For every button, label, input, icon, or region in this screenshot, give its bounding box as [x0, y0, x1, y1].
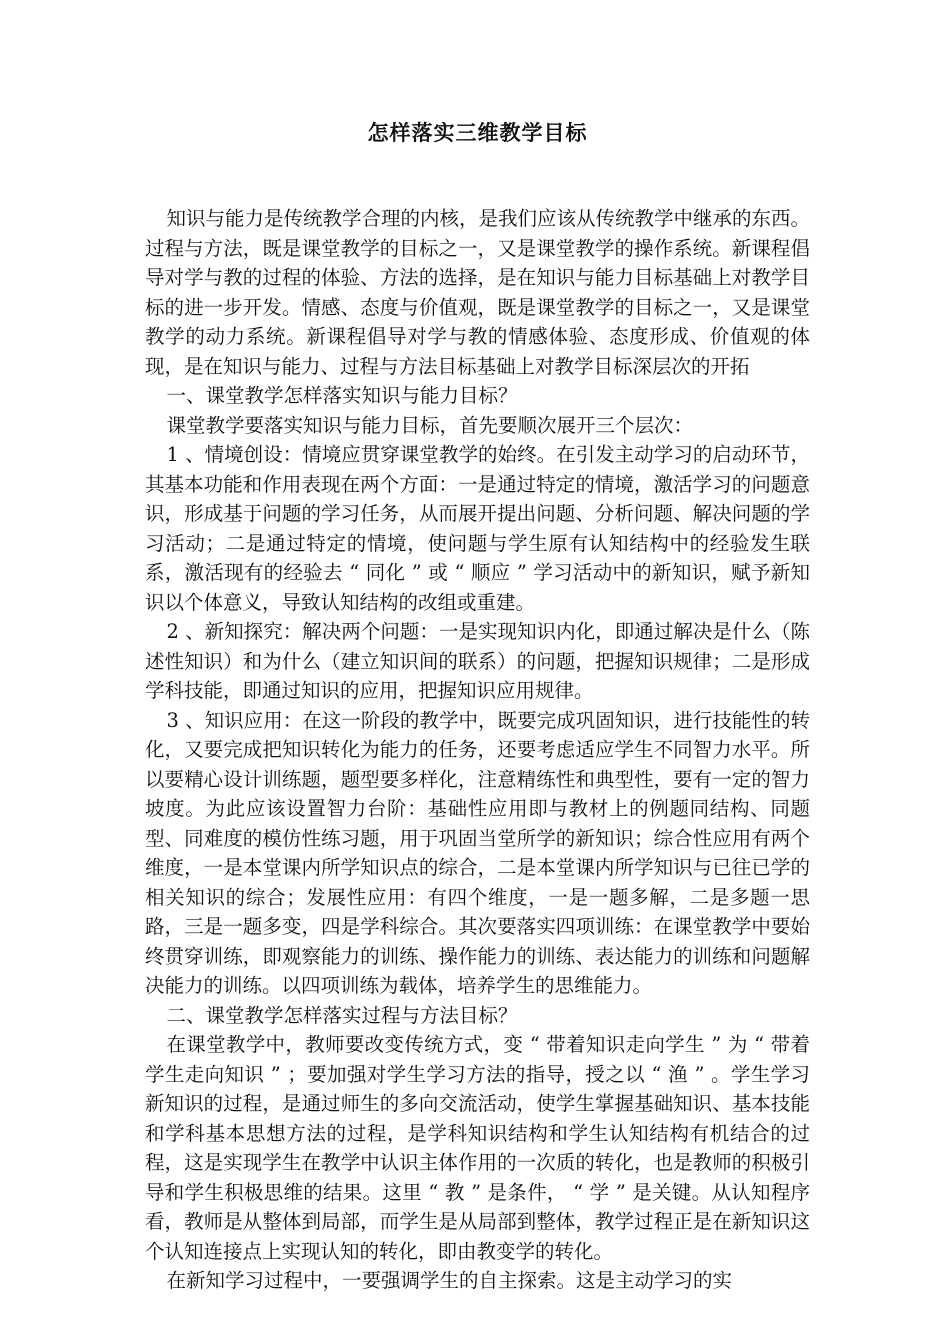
section-heading-2: 二、课堂教学怎样落实过程与方法目标？: [166, 1003, 518, 1027]
document-title: 怎样落实三维教学目标: [367, 120, 588, 145]
paragraph-intro: 知识与能力是传统教学合理的内核，是我们应该从传统教学中继承的东西。过程与方法，既是课堂教学的目标之一，又是课堂教学的操作系统。新课程倡导对学与教的过程的体验、方法的选择，是在知识与能力目标基础上对教学目标的进一步开发。情感、态度与价值观，既是课堂教学的目标之一，又是课堂教学的动力系统。新课程倡导对学与教的情感体验、态度形成、价值观的体现，是在知识与能力、过程与方法目标基础上对教学目标深层次的开拓: [145, 207, 810, 378]
paragraph-situation: 1 、情境创设：情境应贯穿课堂教学的始终。在引发主动学习的启动环节，其基本功能和作用表现在两个方面：一是通过特定的情境，激活学习的问题意识，形成基于问题的学习任务，从而展开提出问题、分析问题、解决问题的学习活动；二是通过特定的情境，使问题与学生原有认知结构中的经验发生联系，激活现有的经验去 “ 同化 ” 或 “ 顺应 ” 学习活动中的新知识，赋予新知识以个体意义，导致认知结构的改组或重建。: [145, 443, 810, 614]
paragraph-process: 在课堂教学中，教师要改变传统方式，变 “ 带着知识走向学生 ” 为 “ 带着学生走向知识 ” ；要加强对学生学习方法的指导，授之以 “ 渔 ” 。学生学习新知识的过程，是通过师生的多向交流活动，使学生掌握基础知识、基本技能和学科基本思想方法的过程，是学科知识结构和学生认知结构有机结合的过程，这是实现学生在教学中认识主体作用的一次质的转化，也是教师的积极引导和学生积极思维的结果。这里 “ 教 ” 是条件， “ 学 ” 是关键。从认知程序看，教师是从整体到局部，而学生是从局部到整体，教学过程正是在新知识这个认知连接点上实现认知的转化，即由教变学的转化。: [145, 1033, 810, 1263]
paragraph-inquiry: 2 、新知探究：解决两个问题：一是实现知识内化，即通过解决是什么（陈述性知识）和为什么（建立知识间的联系）的问题，把握知识规律；二是形成学科技能，即通过知识的应用，把握知识应用规律。: [145, 620, 810, 702]
paragraph-application: 3 、知识应用：在这一阶段的教学中，既要完成巩固知识，进行技能性的转化，又要完成把知识转化为能力的任务，还要考虑适应学生不同智力水平。所以要精心设计训练题，题型要多样化，注意精练性和典型性，要有一定的智力坡度。为此应该设置智力台阶：基础性应用即与教材上的例题同结构、同题型、同难度的模仿性练习题，用于巩固当堂所学的新知识；综合性应用有两个维度，一是本堂课内所学知识点的综合，二是本堂课内所学知识与已往已学的相关知识的综合；发展性应用：有四个维度，一是一题多解，二是多题一思路，三是一题多变，四是学科综合。其次要落实四项训练：在课堂教学中要始终贯穿训练，即观察能力的训练、操作能力的训练、表达能力的训练和问题解决能力的训练。以四项训练为载体，培养学生的思维能力。: [145, 708, 810, 997]
paragraph-exploration: 在新知学习过程中，一要强调学生的自主探索。这是主动学习的实: [166, 1269, 732, 1292]
paragraph-levels: 课堂教学要落实知识与能力目标，首先要顺次展开三个层次：: [166, 413, 693, 437]
document-page: [145, 118, 810, 1296]
section-heading-1: 一、课堂教学怎样落实知识与能力目标？: [166, 384, 518, 407]
